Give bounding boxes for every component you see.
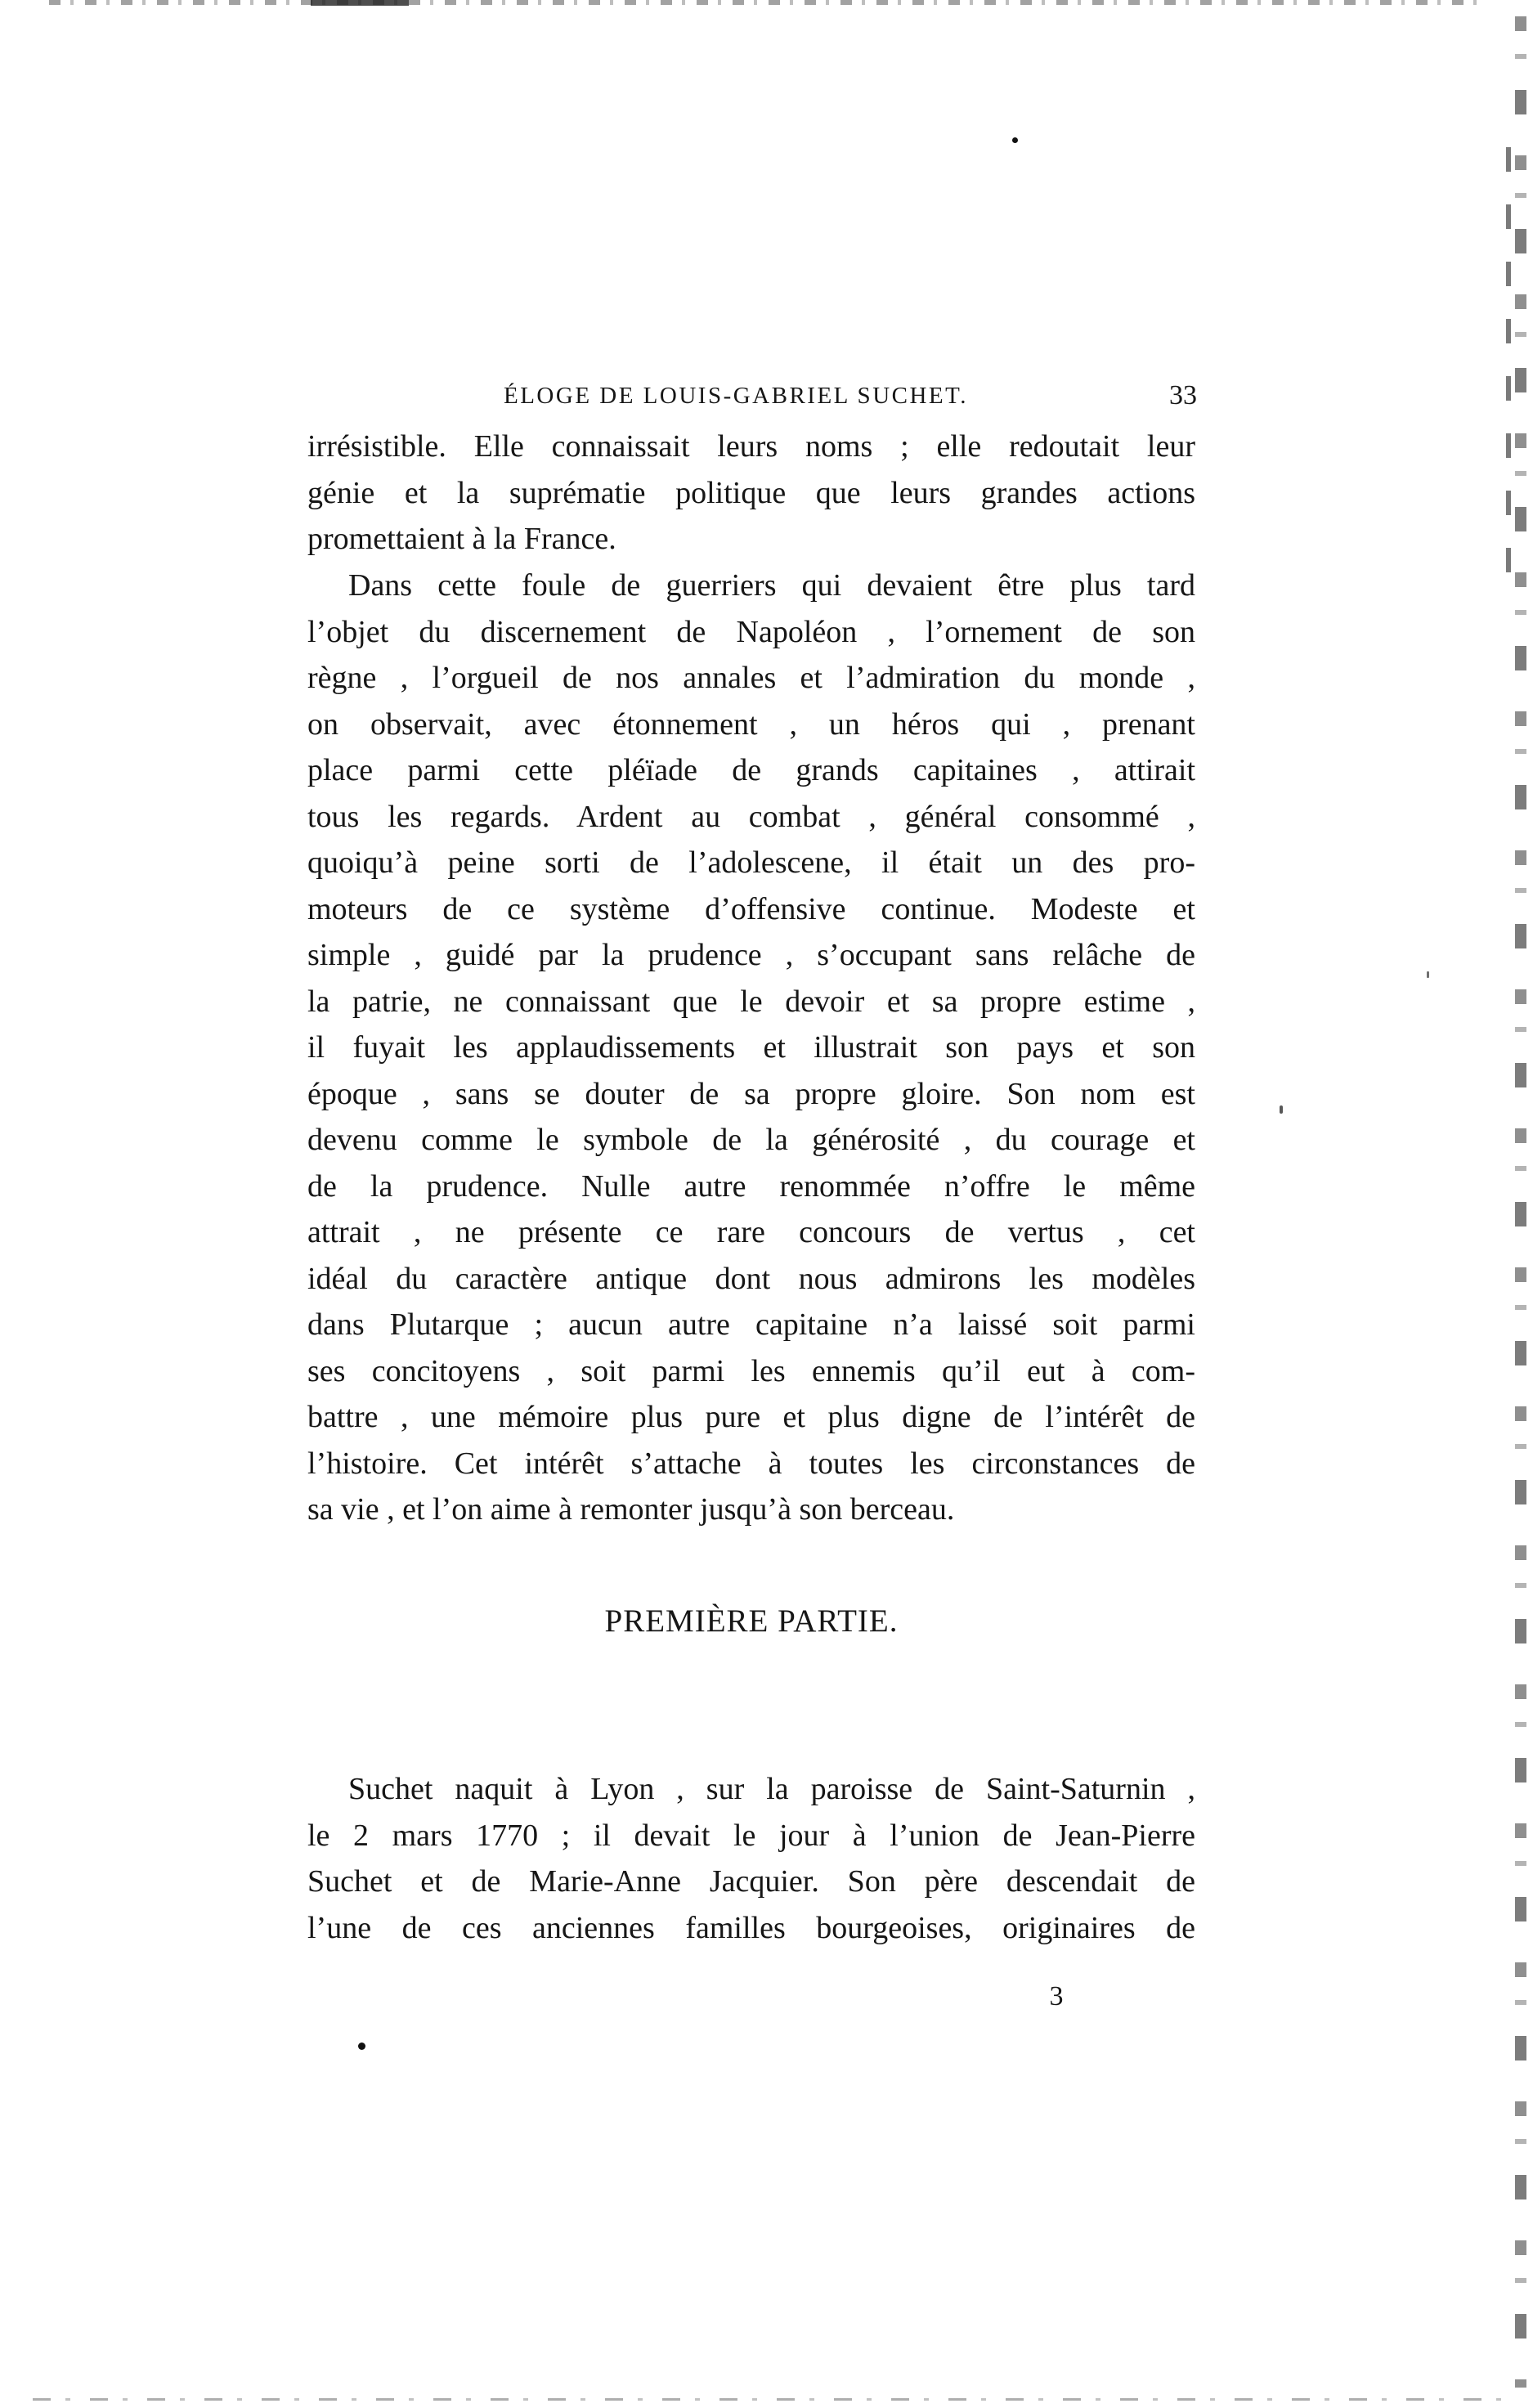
- text-line: époque , sans se douter de sa propre gloire. Son nom est: [307, 1076, 1195, 1111]
- text-line: tous les regards. Ardent au combat , général consommé ,: [307, 799, 1195, 834]
- text-line: irrésistible. Elle connaissait leurs noms ; elle redoutait leur: [307, 429, 1195, 464]
- text-line: attrait , ne présente ce rare concours de vertus , cet: [307, 1215, 1195, 1249]
- text-line: sa vie , et l’on aime à remonter jusqu’à son berceau.: [307, 1492, 955, 1527]
- text-line: ses concitoyens , soit parmi les ennemis qu’il eut à com-: [307, 1353, 1195, 1388]
- text-line: le 2 mars 1770 ; il devait le jour à l’union de Jean-Pierre: [307, 1818, 1195, 1853]
- scan-edge-right: [1515, 16, 1526, 2388]
- scan-mark-top: [311, 0, 409, 6]
- text-line: la patrie, ne connaissant que le devoir et sa propre estime ,: [307, 984, 1195, 1019]
- scan-edge-top: [49, 0, 1488, 5]
- scan-edge-right-inner: [1506, 147, 1511, 572]
- text-line: moteurs de ce système d’offensive continue. Modeste et: [307, 891, 1195, 926]
- text-line: règne , l’orgueil de nos annales et l’admiration du monde ,: [307, 661, 1195, 695]
- ink-speck: [1427, 971, 1429, 978]
- paragraph-3: [307, 1766, 1195, 1951]
- text-line: génie et la suprématie politique que leurs grandes actions: [307, 475, 1195, 510]
- text-line: place parmi cette pléïade de grands capitaines , attirait: [307, 753, 1195, 787]
- ink-speck: [1012, 137, 1018, 143]
- text-line: battre , une mémoire plus pure et plus digne de l’intérêt de: [307, 1400, 1195, 1434]
- text-line: Suchet naquit à Lyon , sur la paroisse de Saint-Saturnin ,: [348, 1772, 1195, 1806]
- text-line: idéal du caractère antique dont nous admirons les modèles: [307, 1261, 1195, 1296]
- running-title: ÉLOGE DE LOUIS-GABRIEL SUCHET.: [504, 383, 968, 409]
- ink-speck: [358, 2043, 365, 2050]
- text-line: on observait, avec étonnement , un héros qui , prenant: [307, 706, 1195, 742]
- running-header: [304, 378, 1197, 414]
- text-line: devenu comme le symbole de la générosité , du courage et: [307, 1123, 1195, 1157]
- text-line: l’une de ces anciennes familles bourgeoises, originaires de: [307, 1910, 1195, 1945]
- text-line: dans Plutarque ; aucun autre capitaine n’a laissé soit parmi: [307, 1307, 1195, 1342]
- section-heading: PREMIÈRE PARTIE.: [604, 1603, 899, 1639]
- paragraph-1: [307, 424, 1195, 563]
- ink-speck: [1280, 1105, 1283, 1114]
- text-line: l’histoire. Cet intérêt s’attache à toutes les circonstances de: [307, 1446, 1195, 1481]
- scan-edge-bottom: [33, 2398, 1504, 2401]
- page-number: 33: [1169, 380, 1197, 410]
- text-line: Dans cette foule de guerriers qui devaient être plus tard: [348, 568, 1195, 603]
- signature-mark: 3: [1049, 1981, 1064, 2011]
- text-line: l’objet du discernement de Napoléon , l’ornement de son: [307, 614, 1195, 649]
- paragraph-2: [307, 563, 1195, 1533]
- text-line: Suchet et de Marie-Anne Jacquier. Son père descendait de: [307, 1864, 1195, 1899]
- text-line: il fuyait les applaudissements et illustrait son pays et son: [307, 1030, 1195, 1065]
- text-line: quoiqu’à peine sorti de l’adolescene, il était un des pro-: [307, 845, 1195, 880]
- text-line: simple , guidé par la prudence , s’occupant sans relâche de: [307, 938, 1195, 972]
- text-line: promettaient à la France.: [307, 522, 616, 556]
- text-line: de la prudence. Nulle autre renommée n’offre le même: [307, 1168, 1195, 1204]
